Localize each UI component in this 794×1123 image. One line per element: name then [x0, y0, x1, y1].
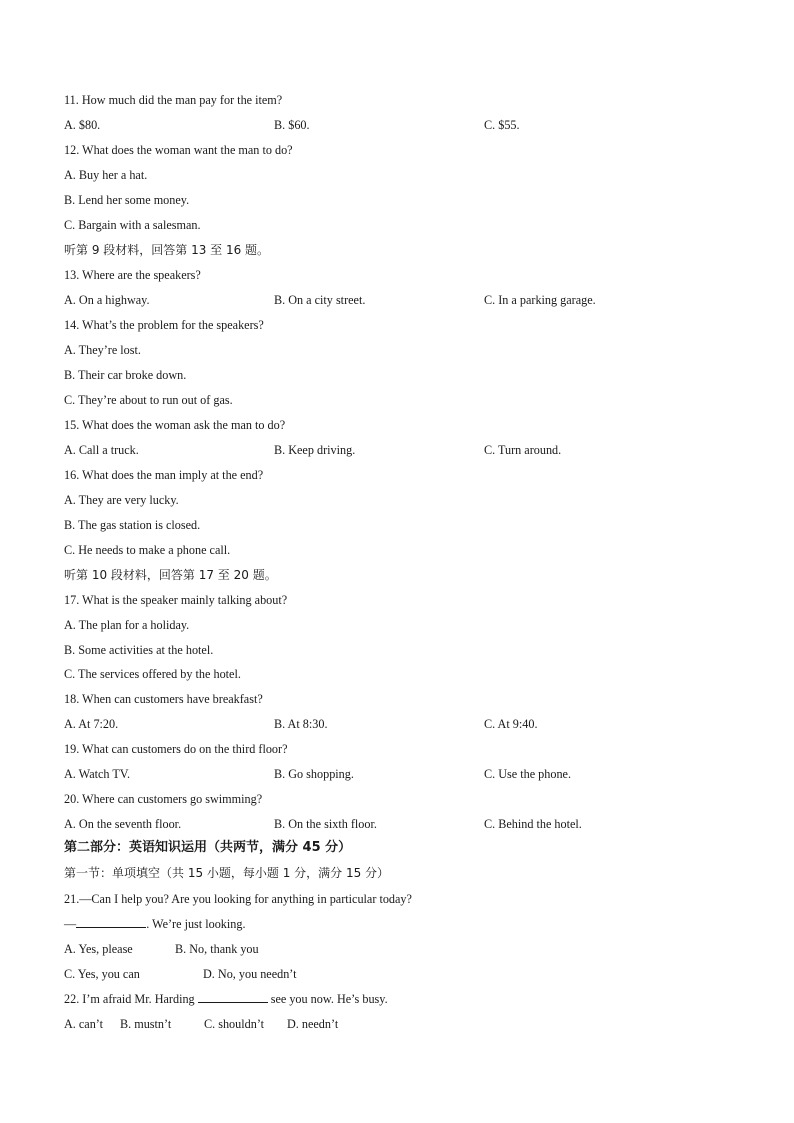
option-c: C. $55.	[484, 118, 520, 132]
listening-section-10-instruction: 听第 10 段材料，回答第 17 至 20 题。	[64, 568, 277, 582]
option-a: A. Buy her a hat.	[64, 168, 148, 182]
option-c: C. At 9:40.	[484, 717, 538, 731]
question-21-options-cd	[64, 966, 297, 982]
question-15: 15. What does the woman ask the man to do?	[64, 418, 286, 432]
option-d: D. No, you needn’t	[203, 967, 297, 981]
option-a: A. The plan for a holiday.	[64, 618, 190, 632]
option-d: D. needn’t	[287, 1017, 339, 1031]
question-22	[64, 991, 388, 1007]
question-16: 16. What does the man imply at the end?	[64, 468, 264, 482]
question-20: 20. Where can customers go swimming?	[64, 792, 263, 806]
option-b: B. Keep driving.	[274, 443, 356, 457]
option-a: A. Yes, please	[64, 942, 133, 956]
option-a: A. Watch TV.	[64, 767, 131, 781]
option-a: A. On a highway.	[64, 293, 150, 307]
option-a: A. At 7:20.	[64, 717, 119, 731]
option-a: A. They’re lost.	[64, 343, 141, 357]
answer-blank	[198, 991, 268, 1003]
option-a: A. $80.	[64, 118, 101, 132]
question-11-options	[64, 117, 744, 133]
question-19: 19. What can customers do on the third floor?	[64, 742, 288, 756]
question-11: 11. How much did the man pay for the item?	[64, 93, 283, 107]
part-2-section-1-heading: 第一节：单项填空（共 15 小题，每小题 1 分，满分 15 分）	[64, 866, 390, 880]
answer-blank	[76, 916, 146, 928]
option-a: A. On the seventh floor.	[64, 817, 182, 831]
option-c: C. They’re about to run out of gas.	[64, 393, 233, 407]
option-b: B. Some activities at the hotel.	[64, 643, 214, 657]
question-13: 13. Where are the speakers?	[64, 268, 201, 282]
option-c: C. Behind the hotel.	[484, 817, 582, 831]
question-19-options	[64, 766, 744, 782]
question-17: 17. What is the speaker mainly talking about?	[64, 593, 288, 607]
option-a: A. can’t	[64, 1017, 104, 1031]
option-a: A. Call a truck.	[64, 443, 139, 457]
option-a: A. They are very lucky.	[64, 493, 179, 507]
question-14: 14. What’s the problem for the speakers?	[64, 318, 264, 332]
option-c: C. Turn around.	[484, 443, 562, 457]
option-c: C. Bargain with a salesman.	[64, 218, 201, 232]
listening-section-9-instruction: 听第 9 段材料，回答第 13 至 16 题。	[64, 243, 270, 257]
reply-text: . We’re just looking.	[146, 917, 246, 931]
question-12: 12. What does the woman want the man to do?	[64, 143, 293, 157]
question-20-options	[64, 816, 744, 832]
option-c: C. Use the phone.	[484, 767, 571, 781]
option-c: C. The services offered by the hotel.	[64, 667, 241, 681]
question-13-options	[64, 292, 744, 308]
question-21-reply	[64, 916, 246, 932]
option-c: C. shouldn’t	[204, 1017, 265, 1031]
option-b: B. Their car broke down.	[64, 368, 187, 382]
question-18: 18. When can customers have breakfast?	[64, 692, 263, 706]
option-c: C. In a parking garage.	[484, 293, 596, 307]
question-18-options	[64, 716, 744, 732]
option-b: B. At 8:30.	[274, 717, 328, 731]
option-b: B. mustn’t	[120, 1017, 172, 1031]
question-15-options	[64, 442, 744, 458]
option-b: B. The gas station is closed.	[64, 518, 201, 532]
stem-before-blank: 22. I’m afraid Mr. Harding	[64, 992, 195, 1006]
option-c: C. He needs to make a phone call.	[64, 543, 231, 557]
stem-after-blank: see you now. He’s busy.	[270, 992, 388, 1006]
option-b: B. Go shopping.	[274, 767, 354, 781]
reply-dash: —	[64, 917, 77, 931]
question-21-options-ab	[64, 941, 259, 957]
question-22-options	[64, 1016, 338, 1032]
part-2-heading: 第二部分：英语知识运用（共两节，满分 45 分）	[64, 840, 352, 855]
question-21: 21.—Can I help you? Are you looking for anything in particular today?	[64, 892, 412, 906]
option-b: B. On the sixth floor.	[274, 817, 377, 831]
option-b: B. Lend her some money.	[64, 193, 190, 207]
option-c: C. Yes, you can	[64, 967, 140, 981]
option-b: B. $60.	[274, 118, 310, 132]
option-b: B. On a city street.	[274, 293, 366, 307]
option-b: B. No, thank you	[175, 942, 259, 956]
